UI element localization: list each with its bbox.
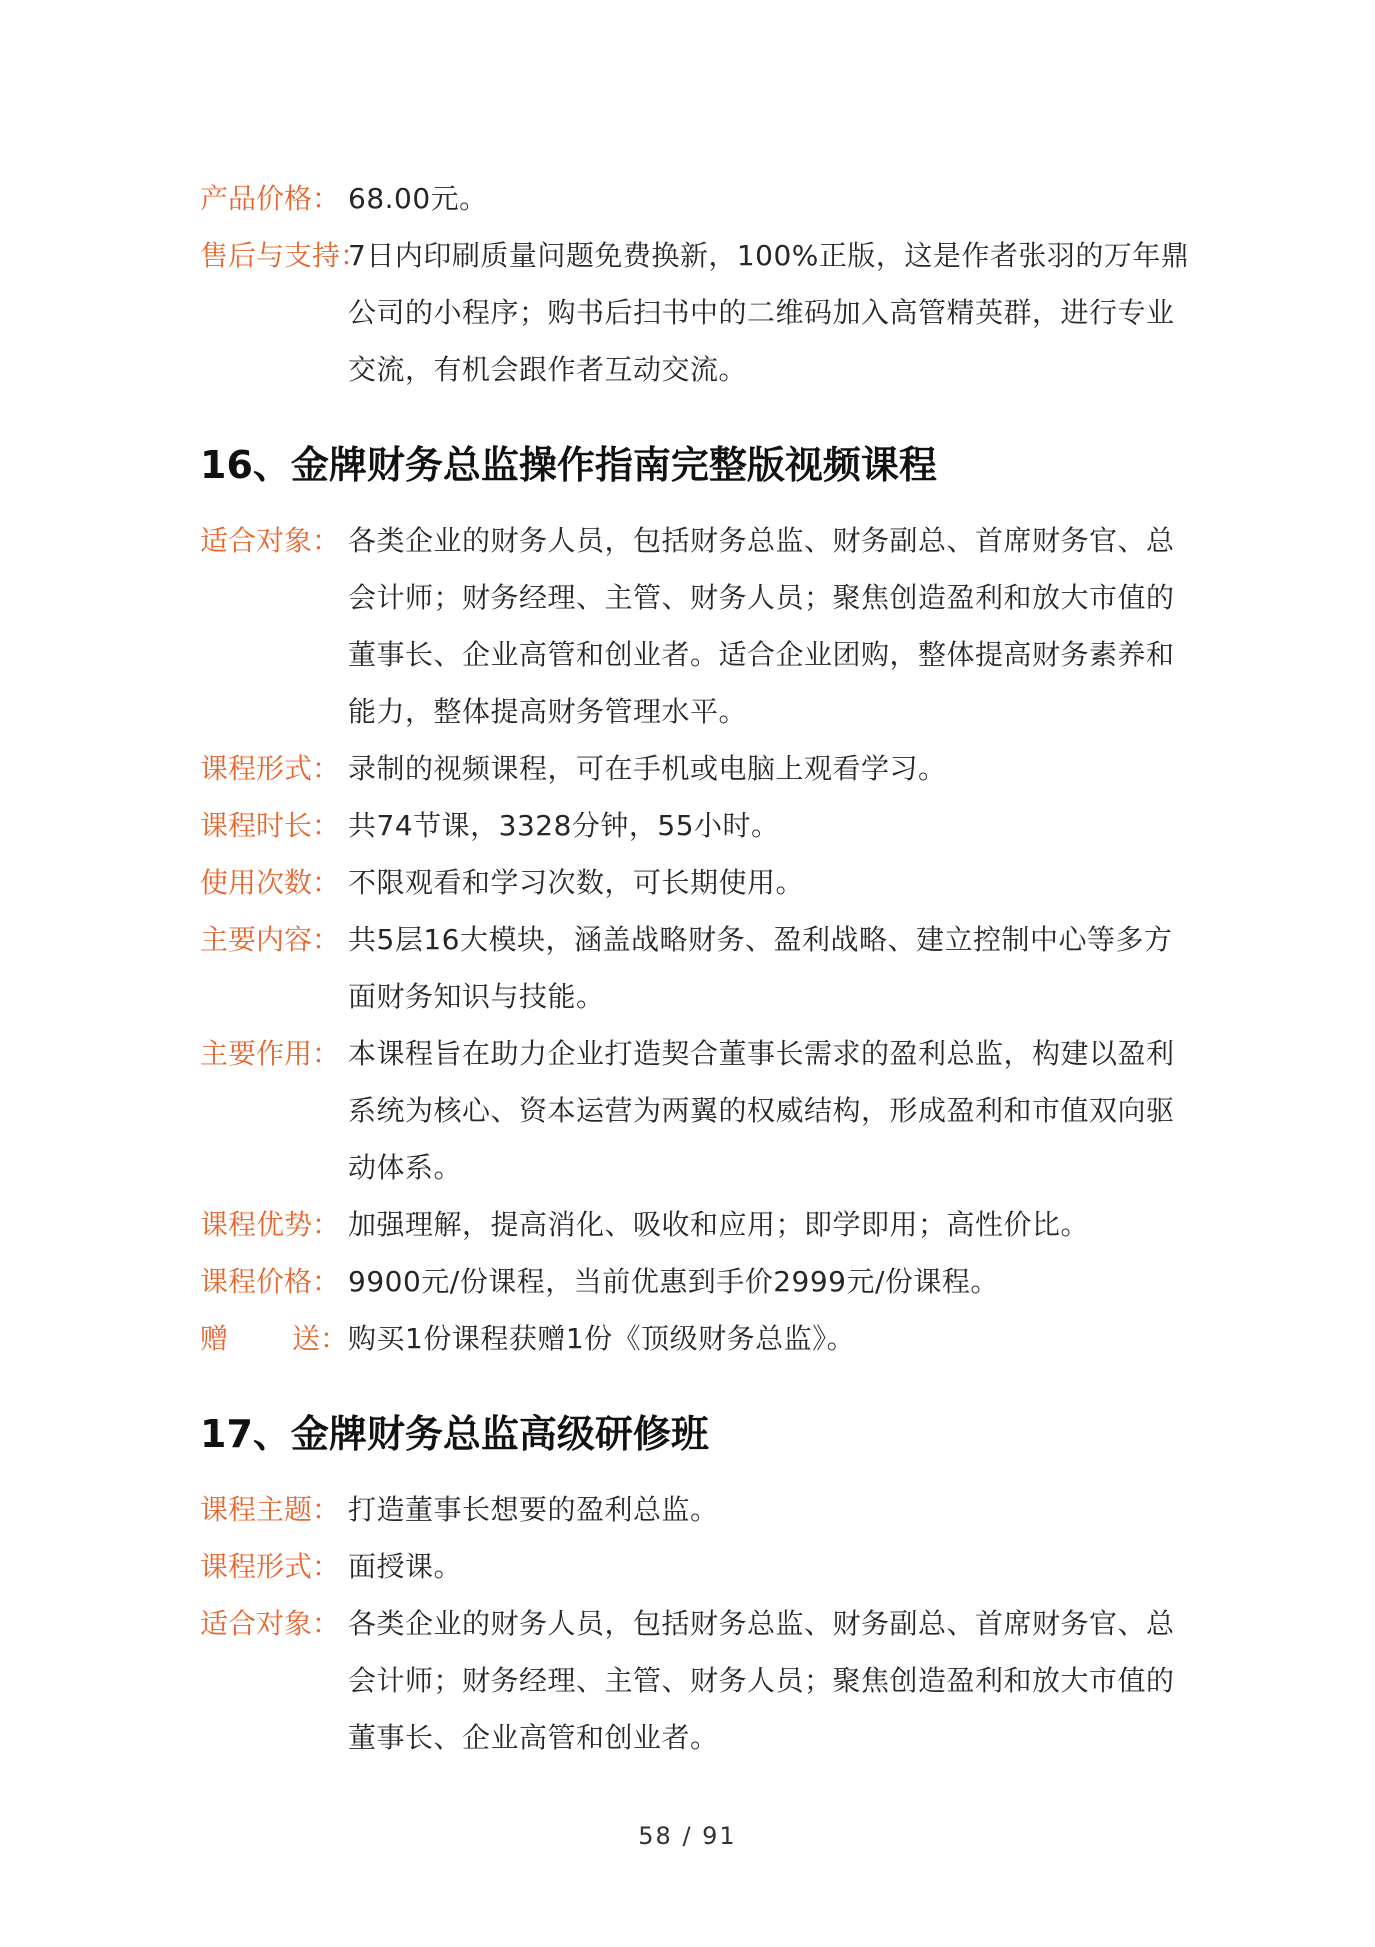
field-label: 产品价格： bbox=[200, 182, 341, 215]
field-label: 主要内容： bbox=[200, 923, 341, 956]
info-row bbox=[200, 911, 1190, 1025]
field-label: 使用次数： bbox=[200, 866, 341, 899]
info-row bbox=[200, 512, 1190, 740]
info-row bbox=[200, 1595, 1190, 1766]
field-value: 各类企业的财务人员，包括财务总监、财务副总、首席财务官、总会计师；财务经理、主管、财务人员；聚焦创造盈利和放大市值的董事长、企业高管和创业者。 bbox=[348, 1607, 1175, 1754]
field-value: 购买1份课程获赠1份《顶级财务总监》。 bbox=[348, 1322, 856, 1355]
info-row bbox=[200, 1196, 1190, 1253]
field-value: 不限观看和学习次数，可长期使用。 bbox=[348, 866, 805, 899]
prev-section bbox=[200, 170, 1190, 398]
field-label: 课程形式： bbox=[200, 752, 341, 785]
field-value: 68.00元。 bbox=[348, 182, 488, 215]
info-row bbox=[200, 1025, 1190, 1196]
section-heading: 17、金牌财务总监高级研修班 bbox=[200, 1412, 709, 1456]
field-value: 共5层16大模块，涵盖战略财务、盈利战略、建立控制中心等多方面财务知识与技能。 bbox=[348, 923, 1173, 1013]
field-label: 适合对象： bbox=[200, 1607, 341, 1640]
field-label: 适合对象： bbox=[200, 524, 341, 557]
section-16 bbox=[200, 440, 1190, 1367]
field-value: 9900元/份课程，当前优惠到手价2999元/份课程。 bbox=[348, 1265, 999, 1298]
info-row bbox=[200, 797, 1190, 854]
info-row bbox=[200, 1253, 1190, 1310]
section-heading: 16、金牌财务总监操作指南完整版视频课程 bbox=[200, 443, 937, 487]
field-label: 售后与支持： bbox=[200, 239, 369, 272]
info-row bbox=[200, 740, 1190, 797]
field-value: 共74节课，3328分钟，55小时。 bbox=[348, 809, 780, 842]
info-row-gift bbox=[200, 1310, 1190, 1367]
field-label: 课程主题： bbox=[200, 1493, 341, 1526]
field-label: 课程价格： bbox=[200, 1265, 341, 1298]
field-label: 课程时长： bbox=[200, 809, 341, 842]
gift-label-b: 送： bbox=[291, 1322, 348, 1355]
info-row bbox=[200, 854, 1190, 911]
page-number: 58 / 91 bbox=[638, 1822, 737, 1850]
field-value: 录制的视频课程，可在手机或电脑上观看学习。 bbox=[348, 752, 947, 785]
field-label: 课程形式： bbox=[200, 1550, 341, 1583]
info-row bbox=[200, 227, 1190, 398]
field-value: 各类企业的财务人员，包括财务总监、财务副总、首席财务官、总会计师；财务经理、主管、财务人员；聚焦创造盈利和放大市值的董事长、企业高管和创业者。适合企业团购，整体提高财务素养和能力，整体提高财务管理水平。 bbox=[348, 524, 1175, 728]
field-label: 课程优势： bbox=[200, 1208, 341, 1241]
field-label: 主要作用： bbox=[200, 1037, 341, 1070]
info-row bbox=[200, 1481, 1190, 1538]
page-content bbox=[200, 170, 1190, 1766]
field-value: 打造董事长想要的盈利总监。 bbox=[348, 1493, 719, 1526]
info-row bbox=[200, 1538, 1190, 1595]
field-label bbox=[200, 1310, 348, 1367]
section-17 bbox=[200, 1409, 1190, 1766]
gift-label-a: 赠 bbox=[200, 1322, 229, 1355]
field-value: 面授课。 bbox=[348, 1550, 463, 1583]
field-value: 加强理解，提高消化、吸收和应用；即学即用；高性价比。 bbox=[348, 1208, 1090, 1241]
field-value: 本课程旨在助力企业打造契合董事长需求的盈利总监，构建以盈利系统为核心、资本运营为两翼的权威结构，形成盈利和市值双向驱动体系。 bbox=[348, 1037, 1175, 1184]
field-value: 7日内印刷质量问题免费换新，100%正版，这是作者张羽的万年鼎公司的小程序；购书后扫书中的二维码加入高管精英群，进行专业交流，有机会跟作者互动交流。 bbox=[348, 239, 1190, 386]
info-row bbox=[200, 170, 1190, 227]
